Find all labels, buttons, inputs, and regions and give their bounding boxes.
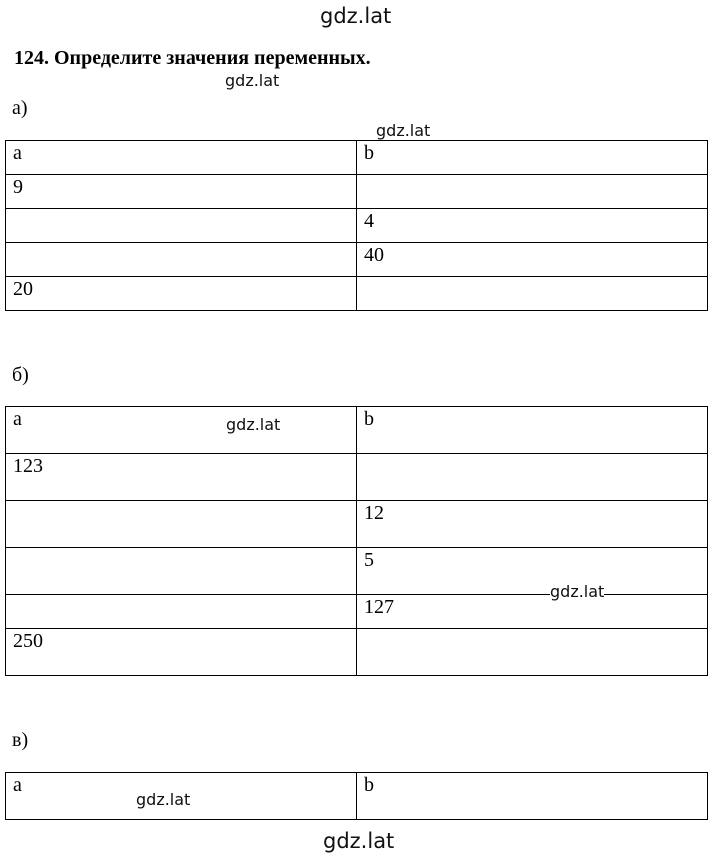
- header-cell-a: a: [6, 141, 357, 175]
- table-row: [6, 175, 708, 209]
- table-cell-a: 20: [6, 277, 357, 311]
- header-cell-b: b: [357, 407, 708, 454]
- table-cell-a: [6, 501, 357, 548]
- table-cell-a: [6, 243, 357, 277]
- table-cell-a: [6, 595, 357, 629]
- variables-table-a: [5, 140, 708, 311]
- variables-table-c: [5, 772, 708, 820]
- table-cell-b: [357, 629, 708, 676]
- table-row: [6, 501, 708, 548]
- watermark-top: gdz.lat: [320, 4, 392, 28]
- table-cell-b: 12: [357, 501, 708, 548]
- table-cell-a: [6, 548, 357, 595]
- table-cell-a: [6, 209, 357, 243]
- table-row: [6, 629, 708, 676]
- header-cell-b: b: [357, 141, 708, 175]
- table-cell-b: [357, 175, 708, 209]
- table-row: [6, 454, 708, 501]
- table-cell-a: 250: [6, 629, 357, 676]
- watermark: gdz.lat: [225, 71, 280, 90]
- table-row: [6, 243, 708, 277]
- table-cell-b: 40: [357, 243, 708, 277]
- watermark: gdz.lat: [226, 415, 281, 434]
- variables-table-b: [5, 406, 708, 676]
- task-title: 124. Определите значения переменных.: [14, 47, 371, 69]
- section-label-b: б): [12, 364, 29, 386]
- watermark-bottom: gdz.lat: [323, 829, 395, 853]
- table-header-row: [6, 407, 708, 454]
- table-cell-b: [357, 277, 708, 311]
- table-cell-b: 5: [357, 548, 708, 595]
- table-cell-a: 9: [6, 175, 357, 209]
- watermark: gdz.lat: [550, 582, 605, 601]
- table-cell-a: 123: [6, 454, 357, 501]
- header-cell-a: a: [6, 773, 357, 820]
- header-cell-b: b: [357, 773, 708, 820]
- table-cell-b: 127: [357, 595, 708, 629]
- table-cell-b: [357, 454, 708, 501]
- header-cell-a: a: [6, 407, 357, 454]
- table-row: [6, 277, 708, 311]
- table-cell-b: 4: [357, 209, 708, 243]
- section-label-c: в): [12, 729, 29, 751]
- table-header-row: [6, 141, 708, 175]
- section-label-a: а): [12, 97, 28, 119]
- watermark: gdz.lat: [376, 121, 431, 140]
- table-header-row: [6, 773, 708, 820]
- watermark: gdz.lat: [136, 790, 191, 809]
- table-row: [6, 209, 708, 243]
